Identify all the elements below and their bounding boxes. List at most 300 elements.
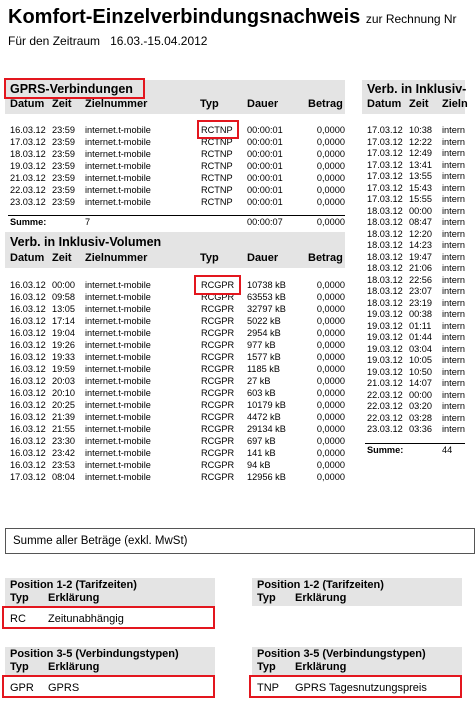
right-header-ziel: Zieln <box>442 98 468 110</box>
legend-right-pos35-code: TNP <box>257 682 279 694</box>
table-row <box>0 239 465 251</box>
cell-time: 23:59 <box>52 125 75 135</box>
cell-time: 19:47 <box>409 251 432 262</box>
legend-right-pos35-highlight <box>249 675 462 698</box>
cell-amount: 0,0000 <box>316 424 345 434</box>
cell-date: 18.03.12 <box>367 205 403 216</box>
legend-left-pos12-erklaerung: Erklärung <box>48 592 100 604</box>
table-row <box>0 228 465 240</box>
legend-left-pos35-highlight <box>2 675 215 698</box>
cell-time: 00:00 <box>409 205 432 216</box>
cell-time: 20:10 <box>52 388 75 398</box>
cell-time: 03:20 <box>409 401 432 411</box>
cell-date: 17.03.12 <box>367 182 403 193</box>
cell-amount: 0,0000 <box>316 185 345 195</box>
cell-time: 23:42 <box>52 448 75 458</box>
cell-amount: 0,0000 <box>316 376 345 386</box>
total-sum-label: Summe aller Beträge (exkl. MwSt) <box>13 535 188 547</box>
cell-target: intern <box>442 171 465 181</box>
legend-left-pos12-typ: Typ <box>10 592 29 604</box>
cell-amount: 0,0000 <box>316 161 345 171</box>
cell-amount: 0,0000 <box>316 400 345 410</box>
cell-time: 19:33 <box>52 352 75 362</box>
cell-duration: 697 kB <box>247 436 276 446</box>
legend-right-pos35-erklaerung: Erklärung <box>295 661 347 673</box>
cell-date: 19.03.12 <box>367 366 403 377</box>
cell-time: 03:28 <box>409 412 432 423</box>
cell-target: intern <box>442 228 465 239</box>
cell-target: internet.t-mobile <box>85 340 151 350</box>
cell-target: intern <box>442 182 465 193</box>
cell-target: internet.t-mobile <box>85 173 151 183</box>
right-sum-label: Summe: <box>367 445 404 455</box>
gprs-header-betrag: Betrag <box>308 98 343 110</box>
table-row <box>0 251 465 263</box>
legend-left-pos12-title: Position 1-2 (Tarifzeiten) <box>10 579 137 591</box>
cell-time: 20:03 <box>52 376 75 386</box>
cell-date: 16.03.12 <box>10 412 46 422</box>
legend-right-pos35-typ: Typ <box>257 661 276 673</box>
cell-target: intern <box>442 366 465 377</box>
cell-date: 16.03.12 <box>10 340 46 350</box>
table-row <box>0 459 345 471</box>
cell-duration: 27 kB <box>247 376 271 386</box>
cell-date: 19.03.12 <box>367 309 403 319</box>
inklusiv-header-betrag: Betrag <box>308 252 343 264</box>
cell-time: 23:07 <box>409 286 432 296</box>
cell-time: 17:14 <box>52 316 75 326</box>
right-sum-count: 44 <box>442 445 453 455</box>
cell-date: 19.03.12 <box>367 355 403 365</box>
cell-target: intern <box>442 274 465 285</box>
cell-type: RCGPR <box>201 352 235 362</box>
legend-left-pos12-text: Zeitunabhängig <box>48 613 124 625</box>
cell-duration: 63553 kB <box>247 292 286 302</box>
cell-amount: 0,0000 <box>316 352 345 362</box>
cell-target: intern <box>442 355 465 365</box>
cell-target: internet.t-mobile <box>85 185 151 195</box>
cell-date: 17.03.12 <box>367 171 403 181</box>
cell-target: internet.t-mobile <box>85 388 151 398</box>
table-row <box>0 412 465 424</box>
cell-time: 23:59 <box>52 161 75 171</box>
legend-right-pos12-title: Position 1-2 (Tarifzeiten) <box>257 579 384 591</box>
cell-date: 16.03.12 <box>10 400 46 410</box>
table-row <box>0 320 465 332</box>
cell-duration: 1577 kB <box>247 352 281 362</box>
cell-duration: 94 kB <box>247 460 271 470</box>
cell-amount: 0,0000 <box>316 412 345 422</box>
cell-amount: 0,0000 <box>316 340 345 350</box>
cell-date: 17.03.12 <box>367 194 403 204</box>
cell-date: 22.03.12 <box>10 185 46 195</box>
table-row <box>0 147 465 159</box>
cell-duration: 00:00:01 <box>247 149 283 159</box>
table-row <box>0 400 465 412</box>
cell-duration: 977 kB <box>247 340 276 350</box>
cell-date: 16.03.12 <box>10 364 46 374</box>
table-row <box>0 170 465 182</box>
cell-target: intern <box>442 217 465 227</box>
inklusiv-header-dauer: Dauer <box>247 252 279 264</box>
gprs-title-highlight <box>4 78 145 99</box>
cell-date: 19.03.12 <box>367 332 403 342</box>
cell-amount: 0,0000 <box>316 448 345 458</box>
cell-date: 17.03.12 <box>367 159 403 170</box>
gprs-sum-amt: 0,0000 <box>316 217 345 227</box>
cell-type: RCGPR <box>201 400 235 410</box>
cell-time: 01:11 <box>409 320 432 331</box>
cell-target: intern <box>442 343 465 354</box>
cell-amount: 0,0000 <box>316 149 345 159</box>
cell-time: 14:23 <box>409 240 432 250</box>
cell-amount: 0,0000 <box>316 173 345 183</box>
cell-type: RCGPR <box>201 376 235 386</box>
cell-type: RCTNP <box>201 149 233 159</box>
cell-type: RCGPR <box>201 424 235 434</box>
cell-date: 16.03.12 <box>10 388 46 398</box>
cell-date: 16.03.12 <box>10 304 46 314</box>
cell-date: 16.03.12 <box>10 436 46 446</box>
table-row <box>0 389 465 401</box>
gprs-sum-dur: 00:00:07 <box>247 217 283 227</box>
cell-time: 12:22 <box>409 136 432 147</box>
period-label: Für den Zeitraum <box>8 34 101 48</box>
table-row <box>0 377 465 389</box>
legend-left-pos35-title: Position 3-5 (Verbindungstypen) <box>10 648 179 660</box>
title-main: Komfort-Einzelverbindungsnachweis <box>8 6 361 28</box>
cell-target: internet.t-mobile <box>85 424 151 434</box>
cell-date: 16.03.12 <box>10 125 46 135</box>
cell-target: intern <box>442 412 465 423</box>
cell-amount: 0,0000 <box>316 316 345 326</box>
cell-duration: 5022 kB <box>247 316 281 326</box>
table-row <box>0 124 465 136</box>
cell-date: 23.03.12 <box>10 197 46 207</box>
cell-target: internet.t-mobile <box>85 328 151 338</box>
cell-date: 16.03.12 <box>10 460 46 470</box>
cell-date: 18.03.12 <box>367 263 403 273</box>
table-row <box>0 308 465 320</box>
cell-target: intern <box>442 194 465 204</box>
table-row <box>0 205 465 217</box>
cell-duration: 603 kB <box>247 388 276 398</box>
cell-time: 19:04 <box>52 328 75 338</box>
cell-date: 16.03.12 <box>10 328 46 338</box>
table-row <box>0 262 465 274</box>
cell-amount: 0,0000 <box>316 125 345 135</box>
cell-target: intern <box>442 389 465 400</box>
cell-date: 18.03.12 <box>367 251 403 262</box>
inklusiv-header-datum: Datum <box>10 252 45 264</box>
cell-time: 10:50 <box>409 366 432 377</box>
cell-time: 12:49 <box>409 148 432 158</box>
cell-amount: 0,0000 <box>316 364 345 374</box>
cell-time: 13:41 <box>409 159 432 170</box>
cell-date: 22.03.12 <box>367 401 403 411</box>
cell-date: 16.03.12 <box>10 292 46 302</box>
cell-amount: 0,0000 <box>316 137 345 147</box>
gprs-header-zeit: Zeit <box>52 98 72 110</box>
cell-type: RCTNP <box>201 185 233 195</box>
cell-target: intern <box>442 136 465 147</box>
document-title <box>8 6 457 29</box>
cell-date: 17.03.12 <box>367 148 403 158</box>
cell-time: 21:39 <box>52 412 75 422</box>
gprs-header-zielnummer: Zielnummer <box>85 98 148 110</box>
cell-date: 18.03.12 <box>367 217 403 227</box>
cell-date: 19.03.12 <box>367 320 403 331</box>
table-row <box>0 354 465 366</box>
cell-target: internet.t-mobile <box>85 460 151 470</box>
table-row <box>0 274 465 286</box>
cell-type: RCTNP <box>201 197 233 207</box>
cell-time: 08:47 <box>409 217 432 227</box>
cell-date: 17.03.12 <box>10 137 46 147</box>
gprs-sum-label: Summe: <box>10 217 47 227</box>
cell-type: RCGPR <box>201 328 235 338</box>
cell-time: 23:59 <box>52 149 75 159</box>
cell-amount: 0,0000 <box>316 328 345 338</box>
table-row <box>0 216 465 228</box>
cell-target: internet.t-mobile <box>85 161 151 171</box>
cell-amount: 0,0000 <box>316 292 345 302</box>
inklusiv-header-typ: Typ <box>200 252 219 264</box>
cell-type: RCTNP <box>201 173 233 183</box>
legend-left-pos12-code: RC <box>10 613 26 625</box>
gprs-section-title: GPRS-Verbindungen <box>10 82 133 96</box>
table-row <box>0 182 465 194</box>
cell-amount: 0,0000 <box>316 280 345 290</box>
inklusiv-header-zielnummer: Zielnummer <box>85 252 148 264</box>
cell-date: 16.03.12 <box>10 316 46 326</box>
cell-date: 23.03.12 <box>367 424 403 434</box>
cell-target: intern <box>442 205 465 216</box>
cell-target: intern <box>442 297 465 308</box>
cell-date: 17.03.12 <box>367 125 403 135</box>
cell-target: internet.t-mobile <box>85 436 151 446</box>
cell-target: internet.t-mobile <box>85 149 151 159</box>
cell-type: RCGPR <box>201 364 235 374</box>
cell-type: RCGPR <box>201 340 235 350</box>
legend-left-pos35-text: GPRS <box>48 682 80 694</box>
cell-time: 23:59 <box>52 185 75 195</box>
right-header-datum: Datum <box>367 98 402 110</box>
right-header-zeit: Zeit <box>409 98 429 110</box>
cell-date: 16.03.12 <box>10 424 46 434</box>
cell-target: intern <box>442 159 465 170</box>
table-row <box>0 136 465 148</box>
total-sum-box <box>5 528 475 554</box>
cell-time: 19:26 <box>52 340 75 350</box>
cell-type: RCGPR <box>201 472 235 482</box>
inklusiv-header-zeit: Zeit <box>52 252 72 264</box>
cell-amount: 0,0000 <box>316 460 345 470</box>
cell-type: RCGPR <box>201 460 235 470</box>
cell-duration: 00:00:01 <box>247 197 283 207</box>
cell-duration: 1185 kB <box>247 364 281 374</box>
cell-amount: 0,0000 <box>316 472 345 482</box>
cell-time: 10:38 <box>409 125 432 135</box>
inklusiv-section-title: Verb. in Inklusiv-Volumen <box>10 235 162 249</box>
cell-date: 18.03.12 <box>10 149 46 159</box>
cell-time: 01:44 <box>409 332 432 342</box>
cell-time: 14:07 <box>409 378 432 388</box>
cell-time: 22:56 <box>409 274 432 285</box>
period-line <box>8 34 207 48</box>
cell-date: 17.03.12 <box>10 472 46 482</box>
cell-duration: 2954 kB <box>247 328 281 338</box>
cell-time: 23:30 <box>52 436 75 446</box>
cell-time: 23:53 <box>52 460 75 470</box>
cell-date: 17.03.12 <box>367 136 403 147</box>
cell-date: 18.03.12 <box>367 297 403 308</box>
cell-type: RCGPR <box>201 448 235 458</box>
cell-target: internet.t-mobile <box>85 448 151 458</box>
table-row <box>0 159 465 171</box>
cell-time: 20:25 <box>52 400 75 410</box>
legend-left-pos35-code: GPR <box>10 682 34 694</box>
cell-target: internet.t-mobile <box>85 316 151 326</box>
table-row <box>0 285 465 297</box>
cell-time: 13:55 <box>409 171 432 181</box>
cell-time: 00:00 <box>52 280 75 290</box>
cell-type: RCGPR <box>201 280 235 290</box>
cell-duration: 00:00:01 <box>247 125 283 135</box>
cell-target: intern <box>442 332 465 342</box>
cell-time: 23:59 <box>52 173 75 183</box>
cell-target: internet.t-mobile <box>85 304 151 314</box>
legend-left-pos35-typ: Typ <box>10 661 29 673</box>
cell-time: 00:00 <box>409 389 432 400</box>
cell-duration: 00:00:01 <box>247 185 283 195</box>
cell-duration: 12956 kB <box>247 472 286 482</box>
cell-date: 22.03.12 <box>367 412 403 423</box>
legend-left-pos35-erklaerung: Erklärung <box>48 661 100 673</box>
right-sum-row <box>0 444 465 456</box>
cell-date: 18.03.12 <box>367 274 403 285</box>
cell-target: internet.t-mobile <box>85 472 151 482</box>
cell-date: 18.03.12 <box>367 228 403 239</box>
cell-amount: 0,0000 <box>316 304 345 314</box>
gprs-header-typ: Typ <box>200 98 219 110</box>
cell-date: 18.03.12 <box>367 286 403 296</box>
cell-date: 22.03.12 <box>367 389 403 400</box>
cell-date: 16.03.12 <box>10 352 46 362</box>
cell-type: RCTNP <box>201 137 233 147</box>
cell-duration: 10179 kB <box>247 400 286 410</box>
cell-time: 23:59 <box>52 137 75 147</box>
cell-time: 03:36 <box>409 424 432 434</box>
cell-time: 21:55 <box>52 424 75 434</box>
cell-type: RCGPR <box>201 388 235 398</box>
cell-target: internet.t-mobile <box>85 292 151 302</box>
cell-target: internet.t-mobile <box>85 125 151 135</box>
cell-type: RCTNP <box>201 125 233 135</box>
cell-time: 23:19 <box>409 297 432 308</box>
cell-date: 19.03.12 <box>367 343 403 354</box>
cell-duration: 00:00:01 <box>247 173 283 183</box>
table-row <box>0 471 345 483</box>
title-suffix: zur Rechnung Nr <box>365 12 457 26</box>
cell-target: intern <box>442 424 465 434</box>
cell-duration: 00:00:01 <box>247 137 283 147</box>
cell-duration: 32797 kB <box>247 304 286 314</box>
cell-target: internet.t-mobile <box>85 376 151 386</box>
cell-type: RCGPR <box>201 436 235 446</box>
cell-target: intern <box>442 251 465 262</box>
cell-time: 19:59 <box>52 364 75 374</box>
table-row <box>0 343 465 355</box>
cell-type: RCGPR <box>201 292 235 302</box>
table-row <box>0 423 465 435</box>
cell-target: intern <box>442 401 465 411</box>
table-row <box>0 297 465 309</box>
table-row <box>0 193 465 205</box>
cell-type: RCTNP <box>201 161 233 171</box>
cell-target: intern <box>442 240 465 250</box>
cell-time: 13:05 <box>52 304 75 314</box>
cell-time: 09:58 <box>52 292 75 302</box>
cell-date: 19.03.12 <box>10 161 46 171</box>
cell-time: 23:59 <box>52 197 75 207</box>
cell-target: internet.t-mobile <box>85 280 151 290</box>
cell-date: 16.03.12 <box>10 376 46 386</box>
cell-date: 16.03.12 <box>10 280 46 290</box>
table-row <box>0 331 465 343</box>
cell-type: RCGPR <box>201 304 235 314</box>
cell-time: 00:38 <box>409 309 432 319</box>
cell-target: intern <box>442 320 465 331</box>
cell-time: 15:55 <box>409 194 432 204</box>
cell-time: 08:04 <box>52 472 75 482</box>
cell-target: intern <box>442 286 465 296</box>
cell-duration: 00:00:01 <box>247 161 283 171</box>
cell-target: intern <box>442 148 465 158</box>
legend-right-pos12-typ: Typ <box>257 592 276 604</box>
cell-duration: 10738 kB <box>247 280 286 290</box>
cell-target: intern <box>442 378 465 388</box>
legend-left-pos12-highlight <box>2 606 215 629</box>
cell-target: intern <box>442 309 465 319</box>
cell-type: RCGPR <box>201 412 235 422</box>
table-row <box>0 366 465 378</box>
period-value: 16.03.-15.04.2012 <box>110 34 208 48</box>
cell-time: 12:20 <box>409 228 432 239</box>
cell-amount: 0,0000 <box>316 436 345 446</box>
cell-type: RCGPR <box>201 316 235 326</box>
legend-right-pos35-text: GPRS Tagesnutzungspreis <box>295 682 427 694</box>
gprs-header-dauer: Dauer <box>247 98 279 110</box>
gprs-sum-count: 7 <box>85 217 91 227</box>
cell-target: internet.t-mobile <box>85 352 151 362</box>
cell-date: 16.03.12 <box>10 448 46 458</box>
cell-date: 21.03.12 <box>10 173 46 183</box>
cell-duration: 29134 kB <box>247 424 286 434</box>
legend-right-pos12-erklaerung: Erklärung <box>295 592 347 604</box>
cell-date: 21.03.12 <box>367 378 403 388</box>
cell-amount: 0,0000 <box>316 197 345 207</box>
cell-amount: 0,0000 <box>316 388 345 398</box>
cell-time: 15:43 <box>409 182 432 193</box>
cell-time: 10:05 <box>409 355 432 365</box>
legend-right-pos35-title: Position 3-5 (Verbindungstypen) <box>257 648 426 660</box>
cell-target: internet.t-mobile <box>85 197 151 207</box>
gprs-header-datum: Datum <box>10 98 45 110</box>
cell-date: 18.03.12 <box>367 240 403 250</box>
cell-target: internet.t-mobile <box>85 364 151 374</box>
cell-target: internet.t-mobile <box>85 400 151 410</box>
